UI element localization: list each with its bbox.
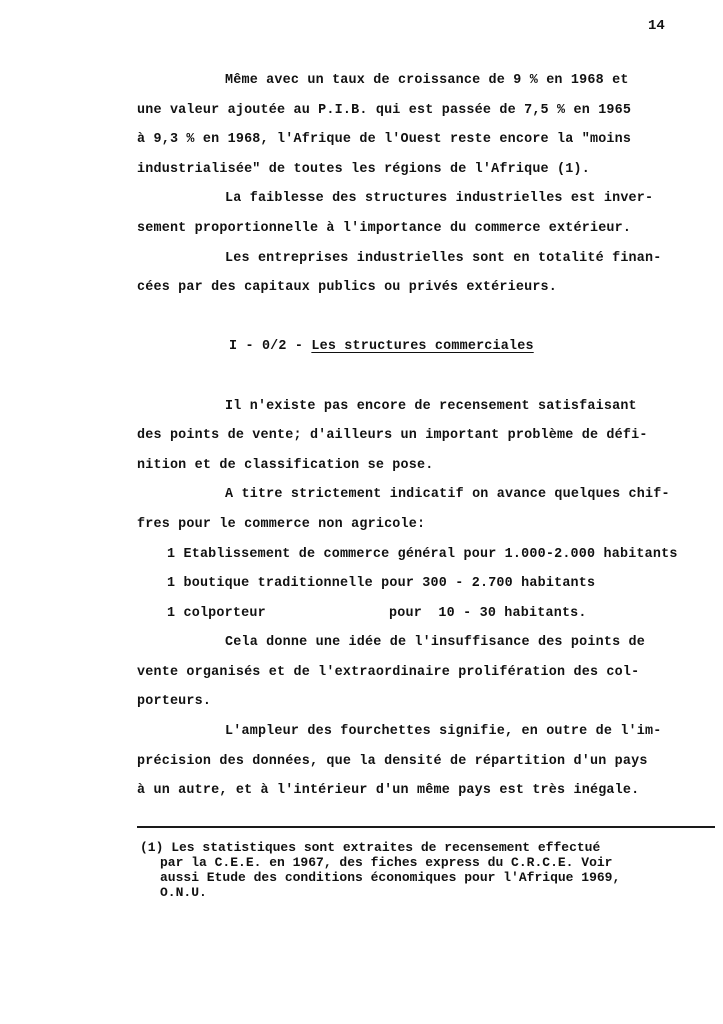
text-line: A titre strictement indicatif on avance quelques chif- [225, 487, 670, 503]
text-line: Les entreprises industrielles sont en totalité finan- [225, 250, 662, 266]
footnote-line: O.N.U. [160, 885, 207, 900]
spacer [137, 303, 723, 333]
text-line: Même avec un taux de croissance de 9 % en 1968 et [225, 73, 629, 88]
body-text [137, 66, 723, 806]
list-item: 1 Etablissement de commerce général pour 1.000-2.000 habitants [167, 546, 678, 562]
text-line: L'ampleur des fourchettes signifie, en outre de l'im- [225, 724, 662, 740]
text-line: industrialisée" de toutes les régions de l'Afrique (1). [137, 161, 590, 177]
footnote-line: (1) Les statistiques sont extraites de recensement effectué [140, 840, 601, 855]
text-line: précision des données, que la densité de répartition d'un pays [137, 753, 648, 769]
footnote-line: par la C.E.E. en 1967, des fiches express du C.R.C.E. Voir [160, 855, 613, 870]
text-line: porteurs. [137, 694, 212, 710]
footnote [140, 840, 710, 900]
text-line: cées par des capitaux publics ou privés extérieurs. [137, 280, 558, 296]
text-line: vente organisés et de l'extraordinaire prolifération des col- [137, 664, 640, 680]
text-line: une valeur ajoutée au P.I.B. qui est passée de 7,5 % en 1965 [137, 102, 632, 118]
text-line: à un autre, et à l'intérieur d'un même pays est très inégale. [137, 783, 640, 799]
text-line: à 9,3 % en 1968, l'Afrique de l'Ouest reste encore la "moins [137, 132, 632, 148]
text-line: Cela donne une idée de l'insuffisance des points de [225, 635, 646, 651]
list-item-name: 1 colporteur [167, 605, 266, 621]
text-line: La faiblesse des structures industrielles est inver- [225, 191, 654, 207]
spacer [137, 362, 723, 392]
section-title: Les structures commerciales [311, 339, 534, 355]
list-item: 1 boutique traditionnelle pour 300 - 2.700 habitants [167, 576, 596, 592]
list-item [137, 599, 723, 629]
text-line: Il n'existe pas encore de recensement satisfaisant [225, 398, 637, 414]
text-line: sement proportionnelle à l'importance du commerce extérieur. [137, 220, 632, 236]
text-line: fres pour le commerce non agricole: [137, 516, 426, 532]
text-line: des points de vente; d'ailleurs un important problème de défi- [137, 428, 648, 444]
text-line: nition et de classification se pose. [137, 457, 434, 473]
section-number: I - 0/2 - [229, 339, 312, 355]
list-item-rest: pour 10 - 30 habitants. [389, 605, 587, 621]
footnote-divider [137, 826, 715, 828]
footnote-line: aussi Etude des conditions économiques pour l'Afrique 1969, [160, 870, 621, 885]
page-number: 14 [648, 18, 665, 34]
section-heading [137, 332, 723, 362]
